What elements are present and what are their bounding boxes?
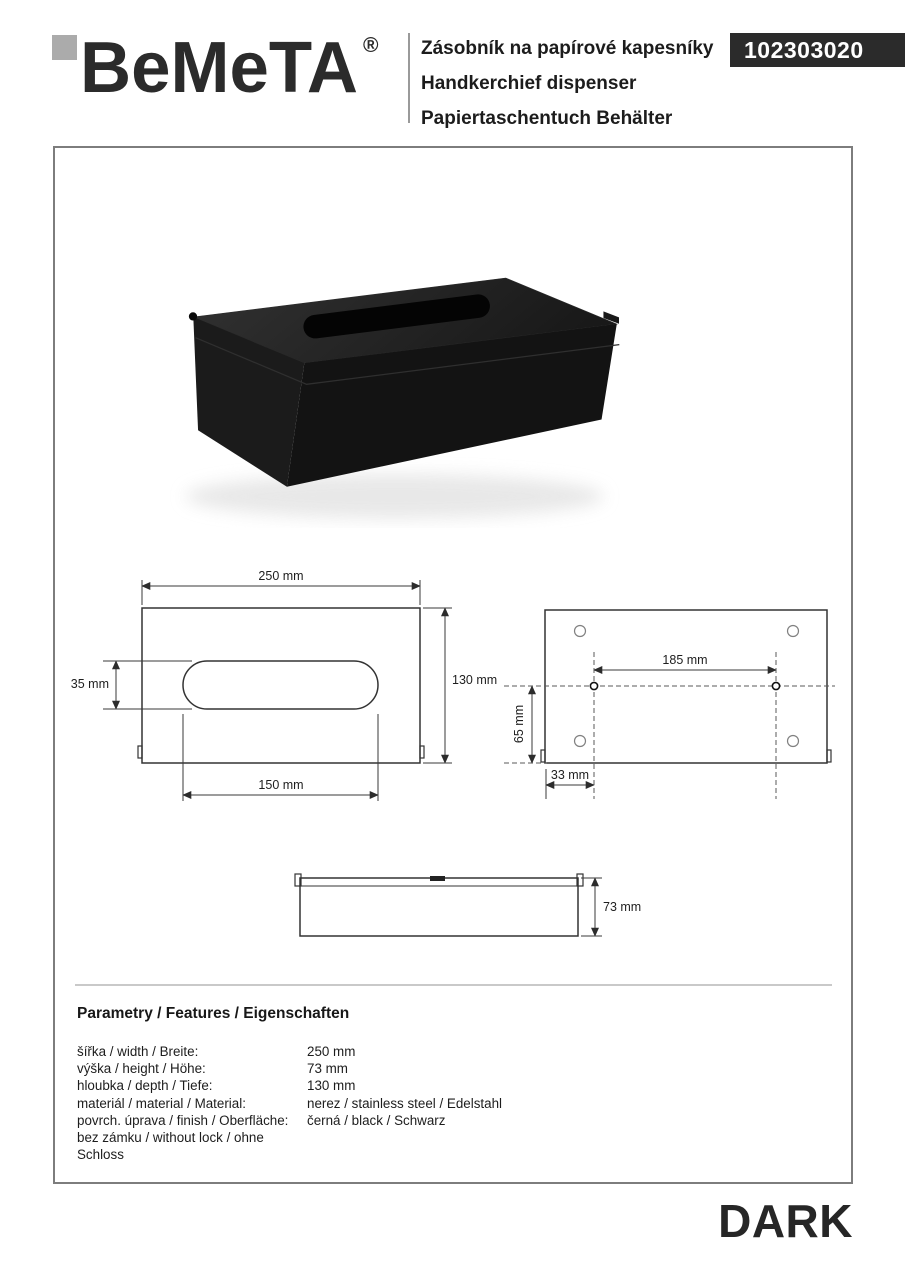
product-title-de: Papiertaschentuch Behälter: [421, 108, 673, 129]
param-label: bez zámku / without lock / ohne Schloss: [77, 1130, 264, 1163]
params-table: [77, 1043, 797, 1163]
dim-slot-height: 35 mm: [70, 677, 109, 691]
registered-mark: ®: [363, 34, 379, 57]
param-value: [307, 1129, 797, 1163]
brand-wordmark: BeMeTA: [80, 33, 358, 105]
param-value: 130 mm: [307, 1078, 356, 1094]
param-label: šířka / width / Breite:: [77, 1044, 199, 1059]
dim-vertical-offset: 65 mm: [512, 704, 526, 744]
back-view-drawing: [504, 610, 835, 799]
params-heading: Parametry / Features / Eigenschaften: [77, 1005, 350, 1022]
param-label: hloubka / depth / Tiefe:: [77, 1078, 213, 1094]
params-divider: [75, 984, 832, 986]
param-row: [77, 1095, 797, 1112]
side-view-drawing: [295, 874, 641, 936]
product-title-cs: Zásobník na papírové kapesníky: [421, 38, 714, 59]
product-title-en: Handkerchief dispenser: [421, 73, 637, 94]
dim-hole-spacing: 185 mm: [662, 653, 708, 667]
dim-front-width: 250 mm: [258, 569, 304, 583]
param-label: výška / height / Höhe:: [77, 1061, 206, 1077]
param-value: 73 mm: [307, 1061, 348, 1077]
param-row: [77, 1043, 797, 1060]
dim-slot-width: 150 mm: [258, 778, 304, 792]
param-value: černá / black / Schwarz: [307, 1112, 446, 1128]
param-label: materiál / material / Material:: [77, 1095, 246, 1111]
front-view-drawing: [71, 569, 497, 801]
param-row: [77, 1077, 797, 1094]
param-label: povrch. úprava / finish / Oberfläche:: [77, 1112, 289, 1128]
collection-name: DARK: [718, 1195, 853, 1247]
param-row: [77, 1129, 797, 1163]
dim-depth: 73 mm: [603, 900, 642, 914]
param-row: [77, 1060, 797, 1077]
dim-side-offset: 33 mm: [550, 768, 590, 782]
param-row: [77, 1112, 797, 1129]
param-value: nerez / stainless steel / Edelstahl: [307, 1095, 503, 1111]
dim-front-height: 130 mm: [452, 673, 498, 687]
product-code-badge: 102303020: [730, 33, 905, 67]
param-value: 250 mm: [307, 1044, 356, 1059]
